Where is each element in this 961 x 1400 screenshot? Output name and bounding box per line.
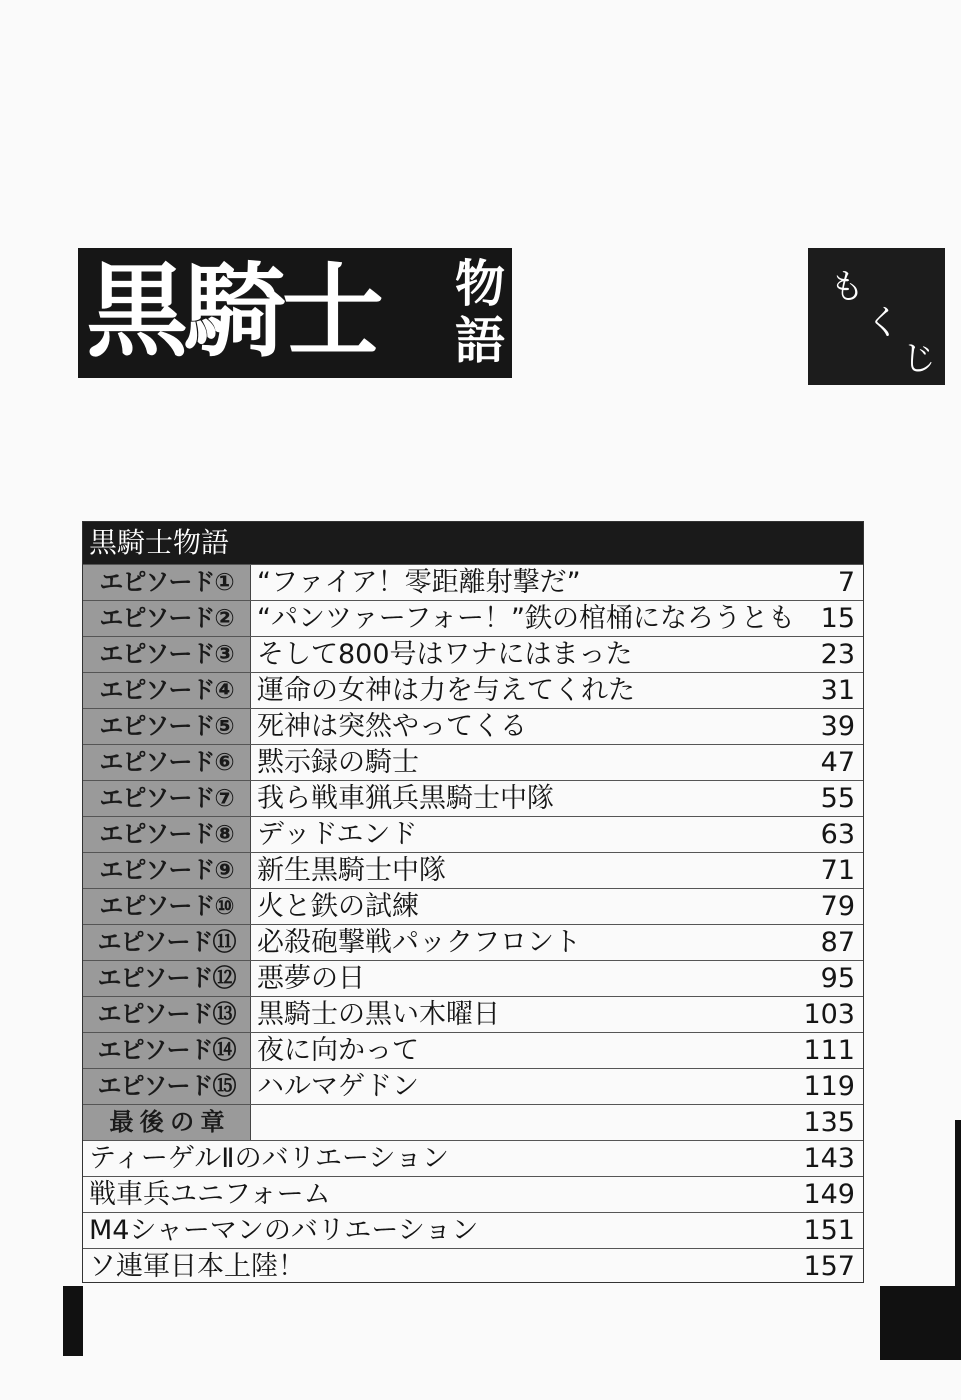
table-of-contents (82, 521, 864, 1283)
episode-page-number: 103 (803, 999, 855, 1030)
extra-title: M4シャーマンのバリエーション (89, 1215, 479, 1246)
episode-label: エピソード② (83, 601, 251, 636)
extra-title: 戦車兵ユニフォーム (89, 1179, 331, 1210)
episode-page-number: 119 (803, 1071, 855, 1102)
episode-label: エピソード⑥ (83, 745, 251, 780)
contents-heading-char-2: く (866, 303, 900, 343)
episode-label: エピソード⑨ (83, 853, 251, 888)
episode-page-number: 111 (803, 1035, 855, 1066)
toc-extra-row (83, 1212, 863, 1248)
toc-episode-row (83, 636, 863, 672)
episode-page-number: 71 (820, 855, 855, 886)
episode-label: エピソード⑧ (83, 817, 251, 852)
toc-episode-row (83, 924, 863, 960)
episode-page-number: 15 (820, 603, 855, 634)
toc-episode-row (83, 816, 863, 852)
extra-page-number: 149 (803, 1179, 855, 1210)
episode-label: エピソード④ (83, 673, 251, 708)
episode-page-number: 39 (820, 711, 855, 742)
book-title-main: 黒騎士 (86, 253, 380, 372)
episode-page-number: 87 (820, 927, 855, 958)
edge-mark-right-strip (955, 1120, 961, 1290)
episode-page-number: 135 (803, 1107, 855, 1138)
episode-title: ハルマゲドン (257, 1071, 419, 1102)
contents-heading-char-1: も (830, 267, 864, 307)
toc-episode-row (83, 1068, 863, 1104)
toc-episode-row (83, 1104, 863, 1140)
toc-header: 黒騎士物語 (83, 522, 863, 564)
toc-episode-row (83, 780, 863, 816)
episode-title: そして800号はワナにはまった (257, 639, 633, 670)
contents-heading-char-3: じ (902, 339, 936, 379)
extra-title: ティーゲルⅡのバリエーション (89, 1143, 449, 1174)
episode-label: エピソード⑬ (83, 997, 251, 1032)
episode-label: エピソード① (83, 565, 251, 600)
toc-episode-row (83, 960, 863, 996)
episode-label: エピソード⑭ (83, 1033, 251, 1068)
episode-title: 火と鉄の試練 (257, 891, 419, 922)
contents-heading-block (808, 248, 945, 385)
extra-page-number: 143 (803, 1143, 855, 1174)
episode-page-number: 31 (820, 675, 855, 706)
episode-label: エピソード⑦ (83, 781, 251, 816)
episode-title: 夜に向かって (257, 1035, 419, 1066)
episode-page-number: 95 (820, 963, 855, 994)
episode-label: エピソード⑮ (83, 1069, 251, 1104)
book-title-small: 物語 (455, 255, 505, 370)
episode-page-number: 23 (820, 639, 855, 670)
episode-title: “ファイア！零距離射撃だ” (257, 567, 581, 598)
episode-title: デッドエンド (257, 819, 418, 850)
episode-page-number: 7 (837, 567, 855, 598)
episode-page-number: 63 (820, 819, 855, 850)
episode-label: 最 後 の 章 (83, 1105, 251, 1140)
episode-title: “パンツァーフォー！”鉄の棺桶になろうとも (257, 603, 796, 634)
episode-page-number: 47 (820, 747, 855, 778)
extra-page-number: 151 (803, 1215, 855, 1246)
toc-episode-row (83, 852, 863, 888)
episode-title: 必殺砲撃戦パックフロント (257, 927, 581, 958)
extra-title: ソ連軍日本上陸！ (89, 1251, 305, 1282)
toc-episode-row (83, 1032, 863, 1068)
episode-title: 黙示録の騎士 (257, 747, 419, 778)
toc-episode-row (83, 888, 863, 924)
edge-mark-right (880, 1286, 961, 1360)
episode-label: エピソード③ (83, 637, 251, 672)
toc-extra-row (83, 1248, 863, 1284)
toc-extra-row (83, 1176, 863, 1212)
book-title-block (78, 248, 512, 378)
episode-page-number: 55 (820, 783, 855, 814)
extra-page-number: 157 (803, 1251, 855, 1282)
episode-title: 黒騎士の黒い木曜日 (257, 999, 500, 1030)
episode-title: 悪夢の日 (257, 963, 365, 994)
toc-extra-row (83, 1140, 863, 1176)
toc-episode-row (83, 996, 863, 1032)
episode-label: エピソード⑪ (83, 925, 251, 960)
episode-label: エピソード⑩ (83, 889, 251, 924)
toc-episode-row (83, 744, 863, 780)
edge-mark-left (63, 1286, 83, 1356)
toc-episode-row (83, 600, 863, 636)
episode-title: 我ら戦車猟兵黒騎士中隊 (257, 783, 554, 814)
toc-episode-row (83, 564, 863, 600)
episode-title: 新生黒騎士中隊 (257, 855, 446, 886)
episode-title: 運命の女神は力を与えてくれた (257, 675, 635, 706)
episode-title: 死神は突然やってくる (257, 711, 527, 742)
episode-label: エピソード⑤ (83, 709, 251, 744)
toc-episode-row (83, 672, 863, 708)
episode-label: エピソード⑫ (83, 961, 251, 996)
toc-episode-row (83, 708, 863, 744)
episode-page-number: 79 (820, 891, 855, 922)
